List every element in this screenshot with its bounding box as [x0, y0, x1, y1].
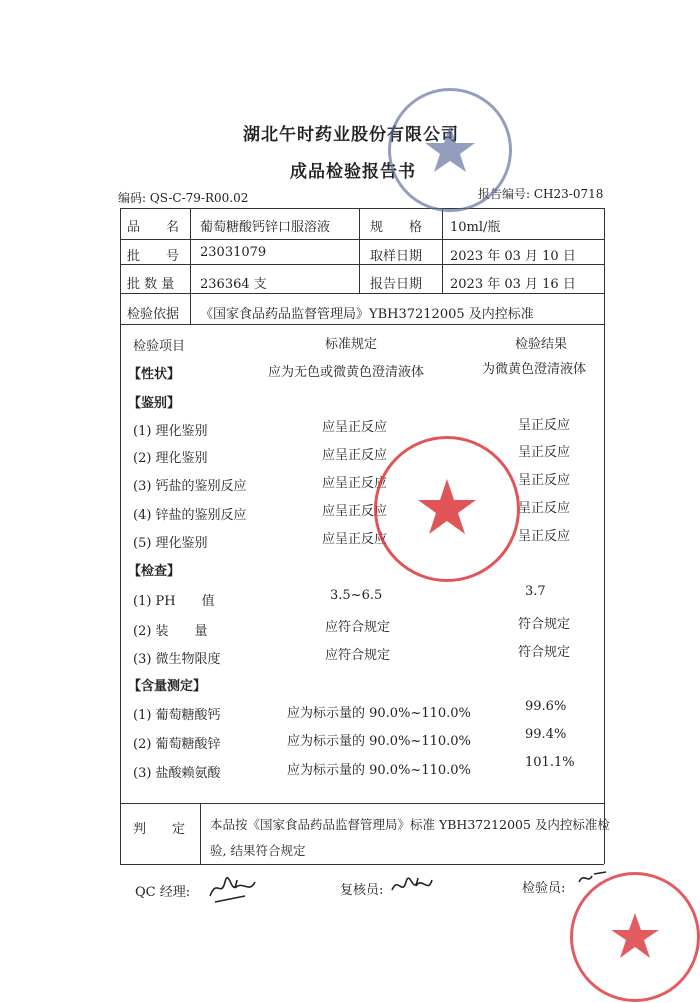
table-row-result: 3.7: [525, 584, 546, 599]
table-row-item: (4) 锌盐的鉴别反应: [133, 508, 247, 523]
table-row-standard: 应为标示量的 90.0%~110.0%: [287, 734, 471, 749]
spec-label: 规 格: [370, 220, 423, 235]
table-row-result: 呈正反应: [518, 473, 571, 488]
table-row-result: 符合规定: [518, 617, 571, 632]
table-row-standard: 3.5~6.5: [330, 588, 383, 603]
table-row-result: 99.4%: [525, 727, 567, 742]
basis-value: 《国家食品药品监督管理局》YBH37212005 及内控标准: [200, 307, 534, 322]
table-row-item: (2) 理化鉴别: [133, 451, 208, 466]
table-row-item: (3) 微生物限度: [133, 652, 221, 667]
table-row-result: 101.1%: [525, 755, 575, 770]
sample-date-value: 2023 年 03 月 10 日: [450, 249, 576, 264]
inspection-seal: [388, 88, 512, 212]
header-standard: 标准规定: [325, 337, 378, 352]
sample-date-label: 取样日期: [370, 249, 423, 264]
quantity-label: 批 数 量: [127, 277, 175, 292]
basis-label: 检验依据: [127, 307, 180, 322]
header-result: 检验结果: [515, 337, 568, 352]
table-row-standard: 应呈正反应: [322, 420, 388, 435]
appearance-standard: 应为无色或微黄色澄清液体: [268, 365, 425, 380]
table-row-standard: 应符合规定: [325, 648, 391, 663]
batch-label: 批 号: [127, 249, 180, 264]
report-number: 报告编号: CH23-0718: [478, 187, 604, 201]
table-row-item: (2) 葡萄糖酸锌: [133, 737, 221, 752]
doc-code: 编码: QS-C-79-R00.02: [118, 191, 249, 205]
spec-value: 10ml/瓶: [450, 220, 501, 235]
table-row-item: (1) 葡萄糖酸钙: [133, 708, 221, 723]
table-row-standard: 应符合规定: [325, 620, 391, 635]
table-row-standard: 应为标示量的 90.0%~110.0%: [287, 763, 471, 778]
product-name-label: 品 名: [127, 220, 180, 235]
table-row-item: (3) 盐酸赖氨酸: [133, 766, 221, 781]
table-row-standard: 应呈正反应: [322, 504, 388, 519]
section-identification: 【鉴别】: [128, 396, 181, 411]
table-row-result: 呈正反应: [518, 445, 571, 460]
table-row-standard: 应呈正反应: [322, 476, 388, 491]
section-assay: 【含量测定】: [128, 679, 207, 694]
qc-signature: [205, 868, 260, 908]
product-name-value: 葡萄糖酸钙锌口服溶液: [200, 220, 331, 235]
section-check: 【检查】: [128, 564, 181, 579]
qc-manager-label: QC 经理:: [135, 885, 191, 900]
table-row-standard: 应呈正反应: [322, 448, 388, 463]
table-row-item: (1) 理化鉴别: [133, 424, 208, 439]
quantity-value: 236364 支: [200, 277, 267, 292]
judgement-line-2: 验, 结果符合规定: [210, 843, 306, 858]
section-appearance: 【性状】: [128, 367, 181, 382]
table-row-item: (5) 理化鉴别: [133, 536, 208, 551]
reviewer-label: 复核员:: [340, 883, 384, 898]
reviewer-signature: [388, 868, 436, 904]
table-row-result: 符合规定: [518, 645, 571, 660]
table-row-item: (1) PH 值: [133, 594, 215, 609]
judgement-line-1: 本品按《国家食品药品监督管理局》标准 YBH37212005 及内控标准检: [210, 817, 610, 832]
table-row-result: 99.6%: [525, 699, 567, 714]
table-row-standard: 应为标示量的 90.0%~110.0%: [287, 706, 471, 721]
report-date-label: 报告日期: [370, 277, 423, 292]
table-row-item: (3) 钙盐的鉴别反应: [133, 479, 247, 494]
table-row-result: 呈正反应: [518, 529, 571, 544]
company-name: 湖北午时药业股份有限公司: [243, 125, 459, 145]
quality-seal-bottom: [570, 872, 700, 1002]
inspector-label: 检验员:: [522, 881, 566, 896]
report-date-value: 2023 年 03 月 16 日: [450, 277, 576, 292]
table-row-standard: 应呈正反应: [322, 532, 388, 547]
header-item: 检验项目: [133, 339, 186, 354]
table-row-result: 呈正反应: [518, 501, 571, 516]
judgement-label: 判 定: [133, 822, 186, 837]
quality-seal-middle: [374, 436, 520, 582]
document-title: 成品检验报告书: [290, 162, 416, 182]
batch-value: 23031079: [200, 245, 267, 260]
table-row-item: (2) 装 量: [133, 624, 208, 639]
table-row-result: 呈正反应: [518, 418, 571, 433]
appearance-result: 为微黄色澄清液体: [482, 362, 587, 377]
